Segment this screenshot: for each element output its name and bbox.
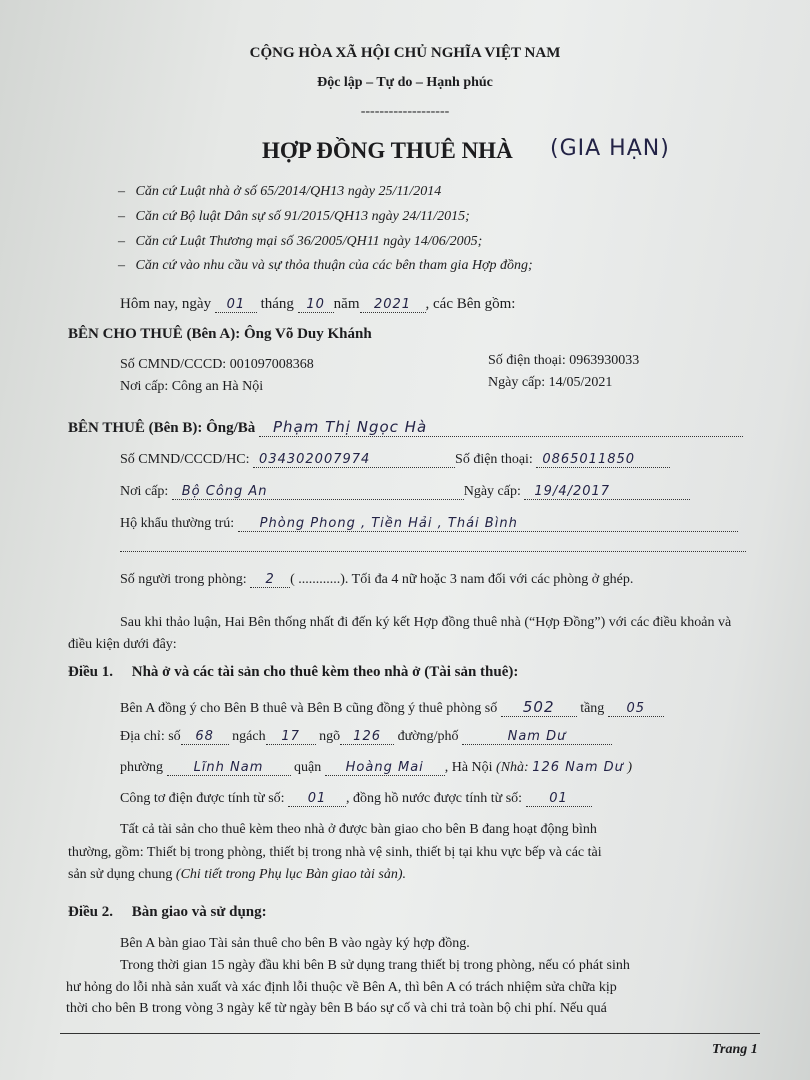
article-2-heading: Điều 2. Bàn giao và sử dụng: [68, 904, 267, 920]
address-line: Địa chỉ: số 68 ngách 17 ngõ 126 đường/phố Nam Dư [120, 729, 612, 745]
party-b-issuer-line: Nơi cấp: Bộ Công An Ngày cấp: 19/4/2017 [120, 484, 690, 500]
date-line: Hôm nay, ngày 01 tháng 10 năm 2021 , các Bên gồm: [120, 296, 516, 312]
meter-line: Công tơ điện được tính từ số: 01 , đồng hồ nước được tính từ số: 01 [120, 791, 592, 807]
party-b-phone: 0865011850 [536, 452, 670, 468]
country-header: CỘNG HÒA XÃ HỘI CHỦ NGHĨA VIỆT NAM [249, 45, 561, 61]
lane-number: 126 [340, 729, 394, 745]
electric-meter-start: 01 [288, 791, 346, 807]
party-a-id: Số CMND/CCCD: 001097008368 [120, 357, 314, 372]
party-b-issue-date: 19/4/2017 [524, 484, 690, 500]
room-line: Bên A đồng ý cho Bên B thuê và Bên B cũng đồng ý thuê phòng số 502 tầng 05 [120, 698, 664, 717]
ward-line: phường Lĩnh Nam quận Hoàng Mai , Hà Nội (Nhà: 126 Nam Dư ) [120, 760, 633, 775]
date-month: 10 [298, 297, 334, 313]
header-divider: ------------------- [360, 104, 450, 119]
party-b-heading-line: BÊN THUÊ (Bên B): Ông/Bà Phạm Thị Ngọc Hà [68, 418, 743, 437]
occupants-line: Số người trong phòng: 2 ( ............). Tối đa 4 nữ hoặc 3 nam đối với các phòng ở ghép. [120, 572, 634, 587]
date-year: 2021 [360, 297, 426, 313]
ward-name: Lĩnh Nam [167, 760, 291, 776]
article-1-heading: Điều 1. Nhà ở và các tài sản cho thuê kèm theo nhà ở (Tài sản thuê): [68, 664, 519, 680]
intro-paragraph: Sau khi thảo luận, Hai Bên thống nhất đi đến ký kết Hợp đồng thuê nhà (“Hợp Đồng”) với các điều khoản và điều kiện dưới đây: [68, 615, 732, 652]
contract-page: CỘNG HÒA XÃ HỘI CHỦ NGHĨA VIỆT NAM Độc lập – Tự do – Hạnh phúc ------------------- HỢP ĐỒNG THUÊ NHÀ (GIA HẠN) – Căn cứ Luật nhà ở số 65/2014/QH13 ngày 25/11/2014 – Căn cứ Bộ luật Dân sự số 91/2015/QH13 ngày 24/11/2015; – Căn cứ Luật Thương mại số 36/2005/QH11 ngày 14/06/2005; – Căn cứ vào nhu cầu và sự thỏa thuận của các bên tham gia Hợp đồng; Hôm nay, ngày 01 tháng 10 năm 2021 , các Bên gồm: BÊN CHO THUÊ (Bên A): Ông Võ Duy Khánh Số CMND/CCCD: 001097008368 Số điện thoại: 0963930033 Nơi cấp: Công an Hà Nội Ngày cấp: 14/05/2021 BÊN THUÊ (Bên B): Ông/Bà Phạm Thị Ngọc Hà Số CMND/CCCD/HC: 034302007974 Số điện thoại: 0865011850 Nơi cấp: Bộ Công An Ngày cấp: 19/4/2017 Hộ khẩu thường trú: Phòng Phong , Tiền Hải , Thái Bình Số người trong phòng: 2 ( ............). Tối đa 4 nữ hoặc 3 nam đối với các phòng ở ghép. Sau khi thảo luận, Hai Bên thống nhất đi đến ký kết Hợp đồng thuê nhà (“Hợp Đồng”) với các điều khoản và điều kiện dưới đây: Điều 1. Nhà ở và các tài sản cho thuê kèm theo nhà ở (Tài sản thuê): Bên A đồng ý cho Bên B thuê và Bên B cũng đồng ý thuê phòng số 502 tầng 05 Địa chỉ: số 68 ngách 17 ngõ 126 đường/phố Nam Dư phường Lĩnh Nam quận Hoàng Mai , Hà Nội (Nhà: 126 Nam Dư ) Công tơ điện được tính từ số: 01 , đồng hồ nước được tính từ số: 01 Tất cả tài sản cho thuê kèm theo nhà ở được bàn giao cho bên B đang hoạt động bình thường, gồm: Thiết bị trong phòng, thiết bị trong nhà vệ sinh, thiết bị tại khu vực bếp và các tài sản sử dụng chung (Chi tiết trong Phụ lục Bàn giao tài sản). Điều 2. Bàn giao và sử dụng: Bên A bàn giao Tài sản thuê cho bên B vào ngày ký hợp đồng. Trong thời gian 15 ngày đầu khi bên B sử dụng trang thiết bị trong phòng, nếu có phát sinh hư hỏng do lỗi nhà sản xuất và xác định lỗi thuộc về Bên A, thì bên A có trách nhiệm sửa chữa kịp thời cho bên B trong vòng 3 ngày kể từ ngày bên B báo sự cố và chi trả toàn bộ chi phí. Nếu quá Trang 1 [0, 0, 810, 1080]
address-number: 68 [181, 729, 229, 745]
party-a-issuer: Nơi cấp: Công an Hà Nội [120, 379, 264, 394]
legal-basis-item: – Căn cứ Bộ luật Dân sự số 91/2015/QH13 ngày 24/11/2015; [118, 209, 470, 224]
party-b-id-line: Số CMND/CCCD/HC: 034302007974 Số điện thoại: 0865011850 [120, 452, 670, 468]
legal-basis-item: – Căn cứ Luật Thương mại số 36/2005/QH11 ngày 14/06/2005; [118, 234, 483, 249]
district-name: Hoàng Mai [325, 760, 445, 776]
party-b-residence-line: Hộ khẩu thường trú: Phòng Phong , Tiền Hải , Thái Bình [120, 516, 738, 532]
party-a-issue-date: Ngày cấp: 14/05/2021 [488, 375, 613, 390]
water-meter-start: 01 [526, 791, 592, 807]
street-name: Nam Dư [462, 729, 612, 745]
house-note: 126 Nam Dư [532, 760, 624, 775]
occupants-count: 2 [250, 572, 290, 588]
party-a-phone: Số điện thoại: 0963930033 [488, 353, 640, 368]
motto: Độc lập – Tự do – Hạnh phúc [317, 75, 493, 90]
document-title: HỢP ĐỒNG THUÊ NHÀ [262, 138, 513, 163]
party-a-heading: BÊN CHO THUÊ (Bên A): Ông Võ Duy Khánh [68, 326, 372, 342]
party-b-id: 034302007974 [253, 452, 455, 468]
title-handwritten-note: (GIA HẠN) [550, 136, 670, 161]
party-b-residence: Phòng Phong , Tiền Hải , Thái Bình [238, 516, 738, 532]
residence-extra-dotted-line [120, 551, 746, 552]
date-day: 01 [215, 297, 257, 313]
floor-number: 05 [608, 701, 664, 717]
party-b-name: Phạm Thị Ngọc Hà [259, 418, 743, 437]
party-b-issuer: Bộ Công An [172, 484, 464, 500]
page-number: Trang 1 [712, 1042, 758, 1057]
alley-number: 17 [266, 729, 316, 745]
room-number: 502 [501, 698, 577, 717]
legal-basis-item: – Căn cứ Luật nhà ở số 65/2014/QH13 ngày 25/11/2014 [118, 184, 442, 199]
legal-basis-item: – Căn cứ vào nhu cầu và sự thỏa thuận của các bên tham gia Hợp đồng; [118, 258, 533, 273]
footer-rule [60, 1033, 760, 1034]
